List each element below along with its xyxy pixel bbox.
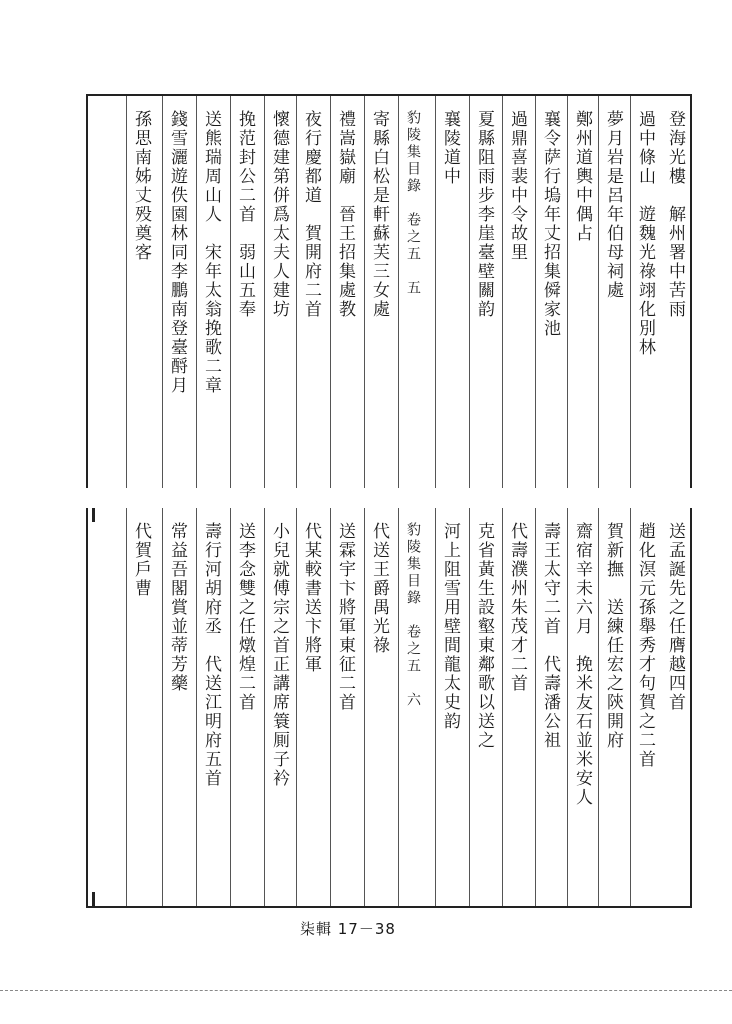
toc-column: 賀新撫 送練任宏之陝開府: [598, 508, 628, 906]
toc-column: 小兒就傅宗之首正講席簑厠子衿: [264, 508, 294, 906]
toc-column: 過鼎喜裴中令故里: [502, 96, 532, 488]
toc-column: 挽范封公二首 弱山五奉: [230, 96, 260, 488]
toc-column: 代某較書送卞將軍: [296, 508, 326, 906]
corner-mark: [92, 892, 95, 906]
toc-column: 懷德建第併爲太夫人建坊: [264, 96, 294, 488]
toc-column: 禮嵩嶽廟 晉王招集處教: [330, 96, 360, 488]
corner-mark: [92, 508, 95, 522]
toc-column: 襄陵道中: [435, 96, 465, 488]
toc-column: 錢雪灑遊佚園林同李鵬南登臺酹月: [162, 96, 192, 488]
toc-column: 過中條山 遊魏光祿翊化別林: [630, 96, 660, 488]
toc-column: 送霖宇卞將軍東征二首: [330, 508, 360, 906]
toc-column: 趙化溟元孫舉秀才句賀之二首: [630, 508, 660, 906]
toc-column: 鄭州道輿中偶占: [567, 96, 597, 488]
bottom-page-panel: [86, 508, 692, 908]
book-margin-label: 豹陵集目錄 卷之五 五: [398, 96, 428, 488]
toc-column: 送李念雙之任燉煌二首: [230, 508, 260, 906]
toc-column: 克省黃生設壑東鄰歌以送之: [469, 508, 499, 906]
toc-column: 夏縣阻雨步李崖臺壁關韵: [469, 96, 499, 488]
page-number: 柒輯 17－38: [300, 920, 396, 938]
toc-column: 孫思南姊丈殁奠客: [126, 96, 156, 488]
top-page-panel: [86, 94, 692, 488]
toc-column: 寄縣白松是軒蘇芙三女處: [364, 96, 394, 488]
toc-column: 夢月岩是呂年伯母祠處: [598, 96, 628, 488]
toc-column: 夜行慶都道 賀開府二首: [296, 96, 326, 488]
toc-column: 代壽濮州朱茂才二首: [502, 508, 532, 906]
toc-column: 常益吾閣賞並蒂芳藥: [162, 508, 192, 906]
toc-column: 襄令萨行塢年丈招集僢家池: [535, 96, 565, 488]
toc-column: 送孟誕先之任膺越四首: [665, 522, 685, 712]
scan-edge-line: [0, 990, 732, 991]
toc-column: 送熊瑞周山人 宋年太翁挽歌二章: [196, 96, 226, 488]
toc-column: 壽行河胡府丞 代送江明府五首: [196, 508, 226, 906]
toc-column: 河上阻雪用壁間龍太史韵: [435, 508, 465, 906]
toc-column: 代賀戶曹: [126, 508, 156, 906]
book-margin-label: 豹陵集目錄 卷之五 六: [398, 508, 428, 906]
toc-column: 齋宿辛未六月 挽米友石並米安人: [567, 508, 597, 906]
toc-column: 登海光樓 解州署中苦雨: [665, 110, 685, 319]
toc-column: 壽王太守二首 代壽潘公祖: [535, 508, 565, 906]
toc-column: 代送王爵禺光祿: [364, 508, 394, 906]
